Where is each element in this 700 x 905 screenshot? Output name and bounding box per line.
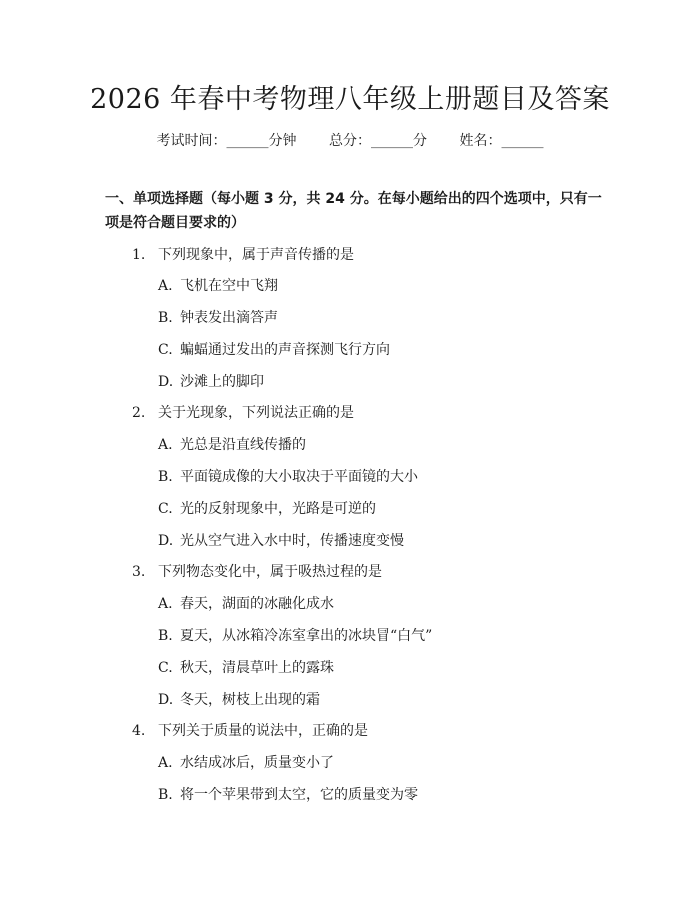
page-title: 2026 年春中考物理八年级上册题目及答案 [90, 84, 610, 115]
option-letter: B. [158, 787, 173, 803]
option-text: 光从空气进入水中时，传播速度变慢 [180, 533, 404, 549]
question-text: 下列关于质量的说法中，正确的是 [158, 723, 368, 739]
option-2c [158, 499, 376, 519]
option-text: 钟表发出滴答声 [180, 310, 278, 326]
option-2a [158, 435, 306, 455]
option-letter: C. [158, 501, 173, 517]
total-score-field: 总分：______分 [329, 133, 427, 149]
option-text: 春天，湖面的冰融化成水 [180, 596, 334, 612]
option-letter: C. [158, 660, 173, 676]
option-text: 秋天，清晨草叶上的露珠 [180, 660, 334, 676]
option-4b [158, 785, 418, 805]
option-letter: C. [158, 342, 173, 358]
question-text: 关于光现象，下列说法正确的是 [158, 405, 354, 421]
option-1b [158, 308, 278, 328]
question-3 [132, 562, 382, 582]
question-text: 下列物态变化中，属于吸热过程的是 [158, 564, 382, 580]
question-text: 下列现象中，属于声音传播的是 [158, 247, 354, 263]
question-1 [132, 245, 354, 265]
option-letter: B. [158, 310, 173, 326]
option-3a [158, 594, 334, 614]
question-2 [132, 403, 354, 423]
question-number: 2. [132, 405, 146, 421]
question-4 [132, 721, 368, 741]
section-heading: 一、单项选择题（每小题 3 分，共 24 分。在每小题给出的四个选项中，只有一项是符合题目要求的） [105, 191, 602, 231]
option-2d [158, 531, 404, 551]
option-letter: D. [158, 533, 174, 549]
exam-time-field: 考试时间：______分钟 [156, 133, 297, 149]
option-text: 光的反射现象中，光路是可逆的 [180, 501, 376, 517]
option-text: 光总是沿直线传播的 [180, 437, 306, 453]
question-number: 3. [132, 564, 146, 580]
option-letter: A. [158, 437, 173, 453]
option-1d [158, 372, 264, 392]
option-4a [158, 753, 334, 773]
option-text: 冬天，树枝上出现的霜 [180, 692, 320, 708]
option-3c [158, 658, 334, 678]
question-number: 1. [132, 247, 146, 263]
option-1c [158, 340, 390, 360]
option-1a [158, 276, 278, 296]
option-2b [158, 467, 418, 487]
question-number: 4. [132, 723, 146, 739]
option-text: 蝙蝠通过发出的声音探测飞行方向 [180, 342, 390, 358]
option-3b [158, 626, 432, 646]
option-letter: D. [158, 374, 174, 390]
option-text: 水结成冰后，质量变小了 [180, 755, 334, 771]
exam-info-line [0, 130, 700, 152]
option-text: 飞机在空中飞翔 [180, 278, 278, 294]
option-3d [158, 690, 320, 710]
option-letter: A. [158, 596, 173, 612]
option-letter: D. [158, 692, 174, 708]
option-text: 将一个苹果带到太空，它的质量变为零 [180, 787, 418, 803]
option-letter: A. [158, 278, 173, 294]
option-text: 沙滩上的脚印 [180, 374, 264, 390]
option-text: 平面镜成像的大小取决于平面镜的大小 [180, 469, 418, 485]
student-name-field: 姓名：______ [459, 133, 544, 149]
option-letter: B. [158, 469, 173, 485]
option-text: 夏天，从冰箱冷冻室拿出的冰块冒“白气” [180, 628, 433, 644]
option-letter: B. [158, 628, 173, 644]
option-letter: A. [158, 755, 173, 771]
